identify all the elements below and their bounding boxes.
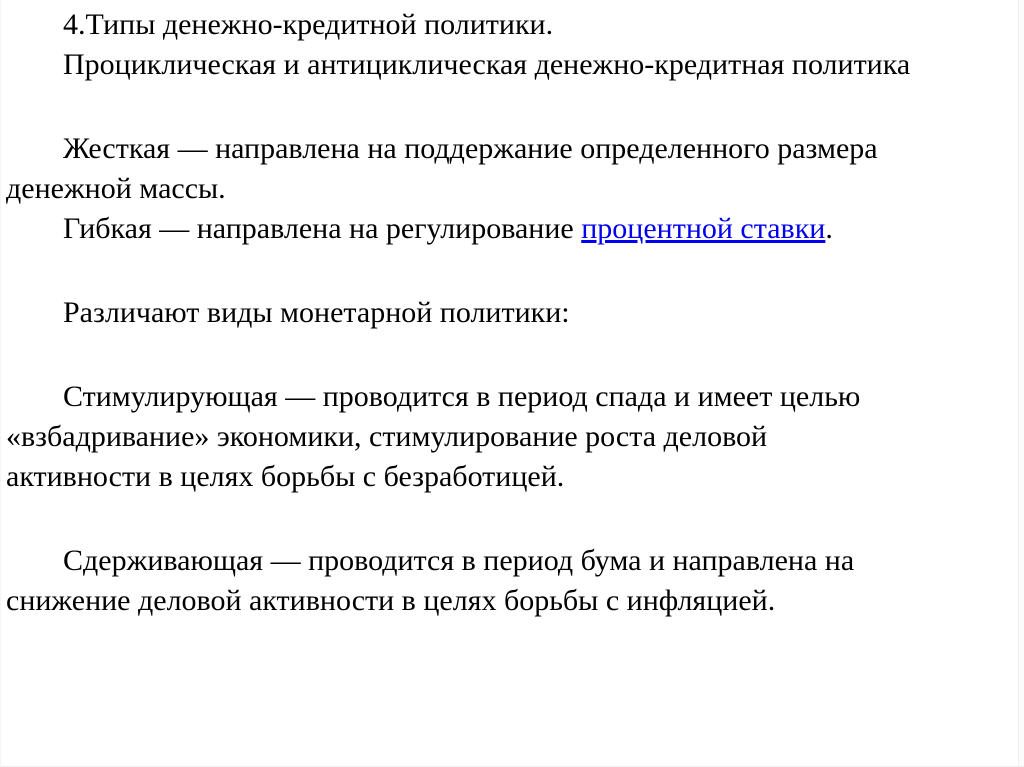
- paragraph-spacer: [6, 249, 1024, 293]
- page-right-edge: [1018, 0, 1024, 767]
- flexible-policy-period: .: [825, 212, 833, 245]
- paragraph-spacer: [6, 497, 1024, 541]
- kinds-heading: Различают виды монетарной политики:: [63, 296, 570, 329]
- paragraph-spacer: [6, 85, 1024, 129]
- restraining-policy-line-1: Сдерживающая — проводится в период бума и направлена на: [63, 544, 855, 577]
- restraining-policy-line-2: снижение деловой активности в целях борьбы с инфляцией.: [6, 584, 776, 617]
- flexible-policy-text: Гибкая — направлена на регулирование: [63, 212, 582, 245]
- slide-content: [1, 0, 1024, 621]
- flexible-policy-line: [6, 209, 1024, 249]
- title-line-1: 4.Типы денежно-кредитной политики.: [63, 8, 554, 41]
- hard-policy-line-1: Жесткая — направлена на поддержание определенного размера: [63, 132, 878, 165]
- stimulating-policy-line-3: активности в целях борьбы с безработицей.: [6, 460, 565, 493]
- interest-rate-link[interactable]: процентной ставки: [581, 212, 826, 245]
- stimulating-policy-line-2: «взбадривание» экономики, стимулирование роста деловой: [6, 420, 768, 453]
- title-line-2: Проциклическая и антициклическая денежно-кредитная политика: [63, 48, 911, 81]
- hard-policy-line-2: денежной массы.: [6, 172, 226, 205]
- paragraph-spacer: [6, 333, 1024, 377]
- stimulating-policy-line-1: Стимулирующая — проводится в период спада и имеет целью: [63, 380, 861, 413]
